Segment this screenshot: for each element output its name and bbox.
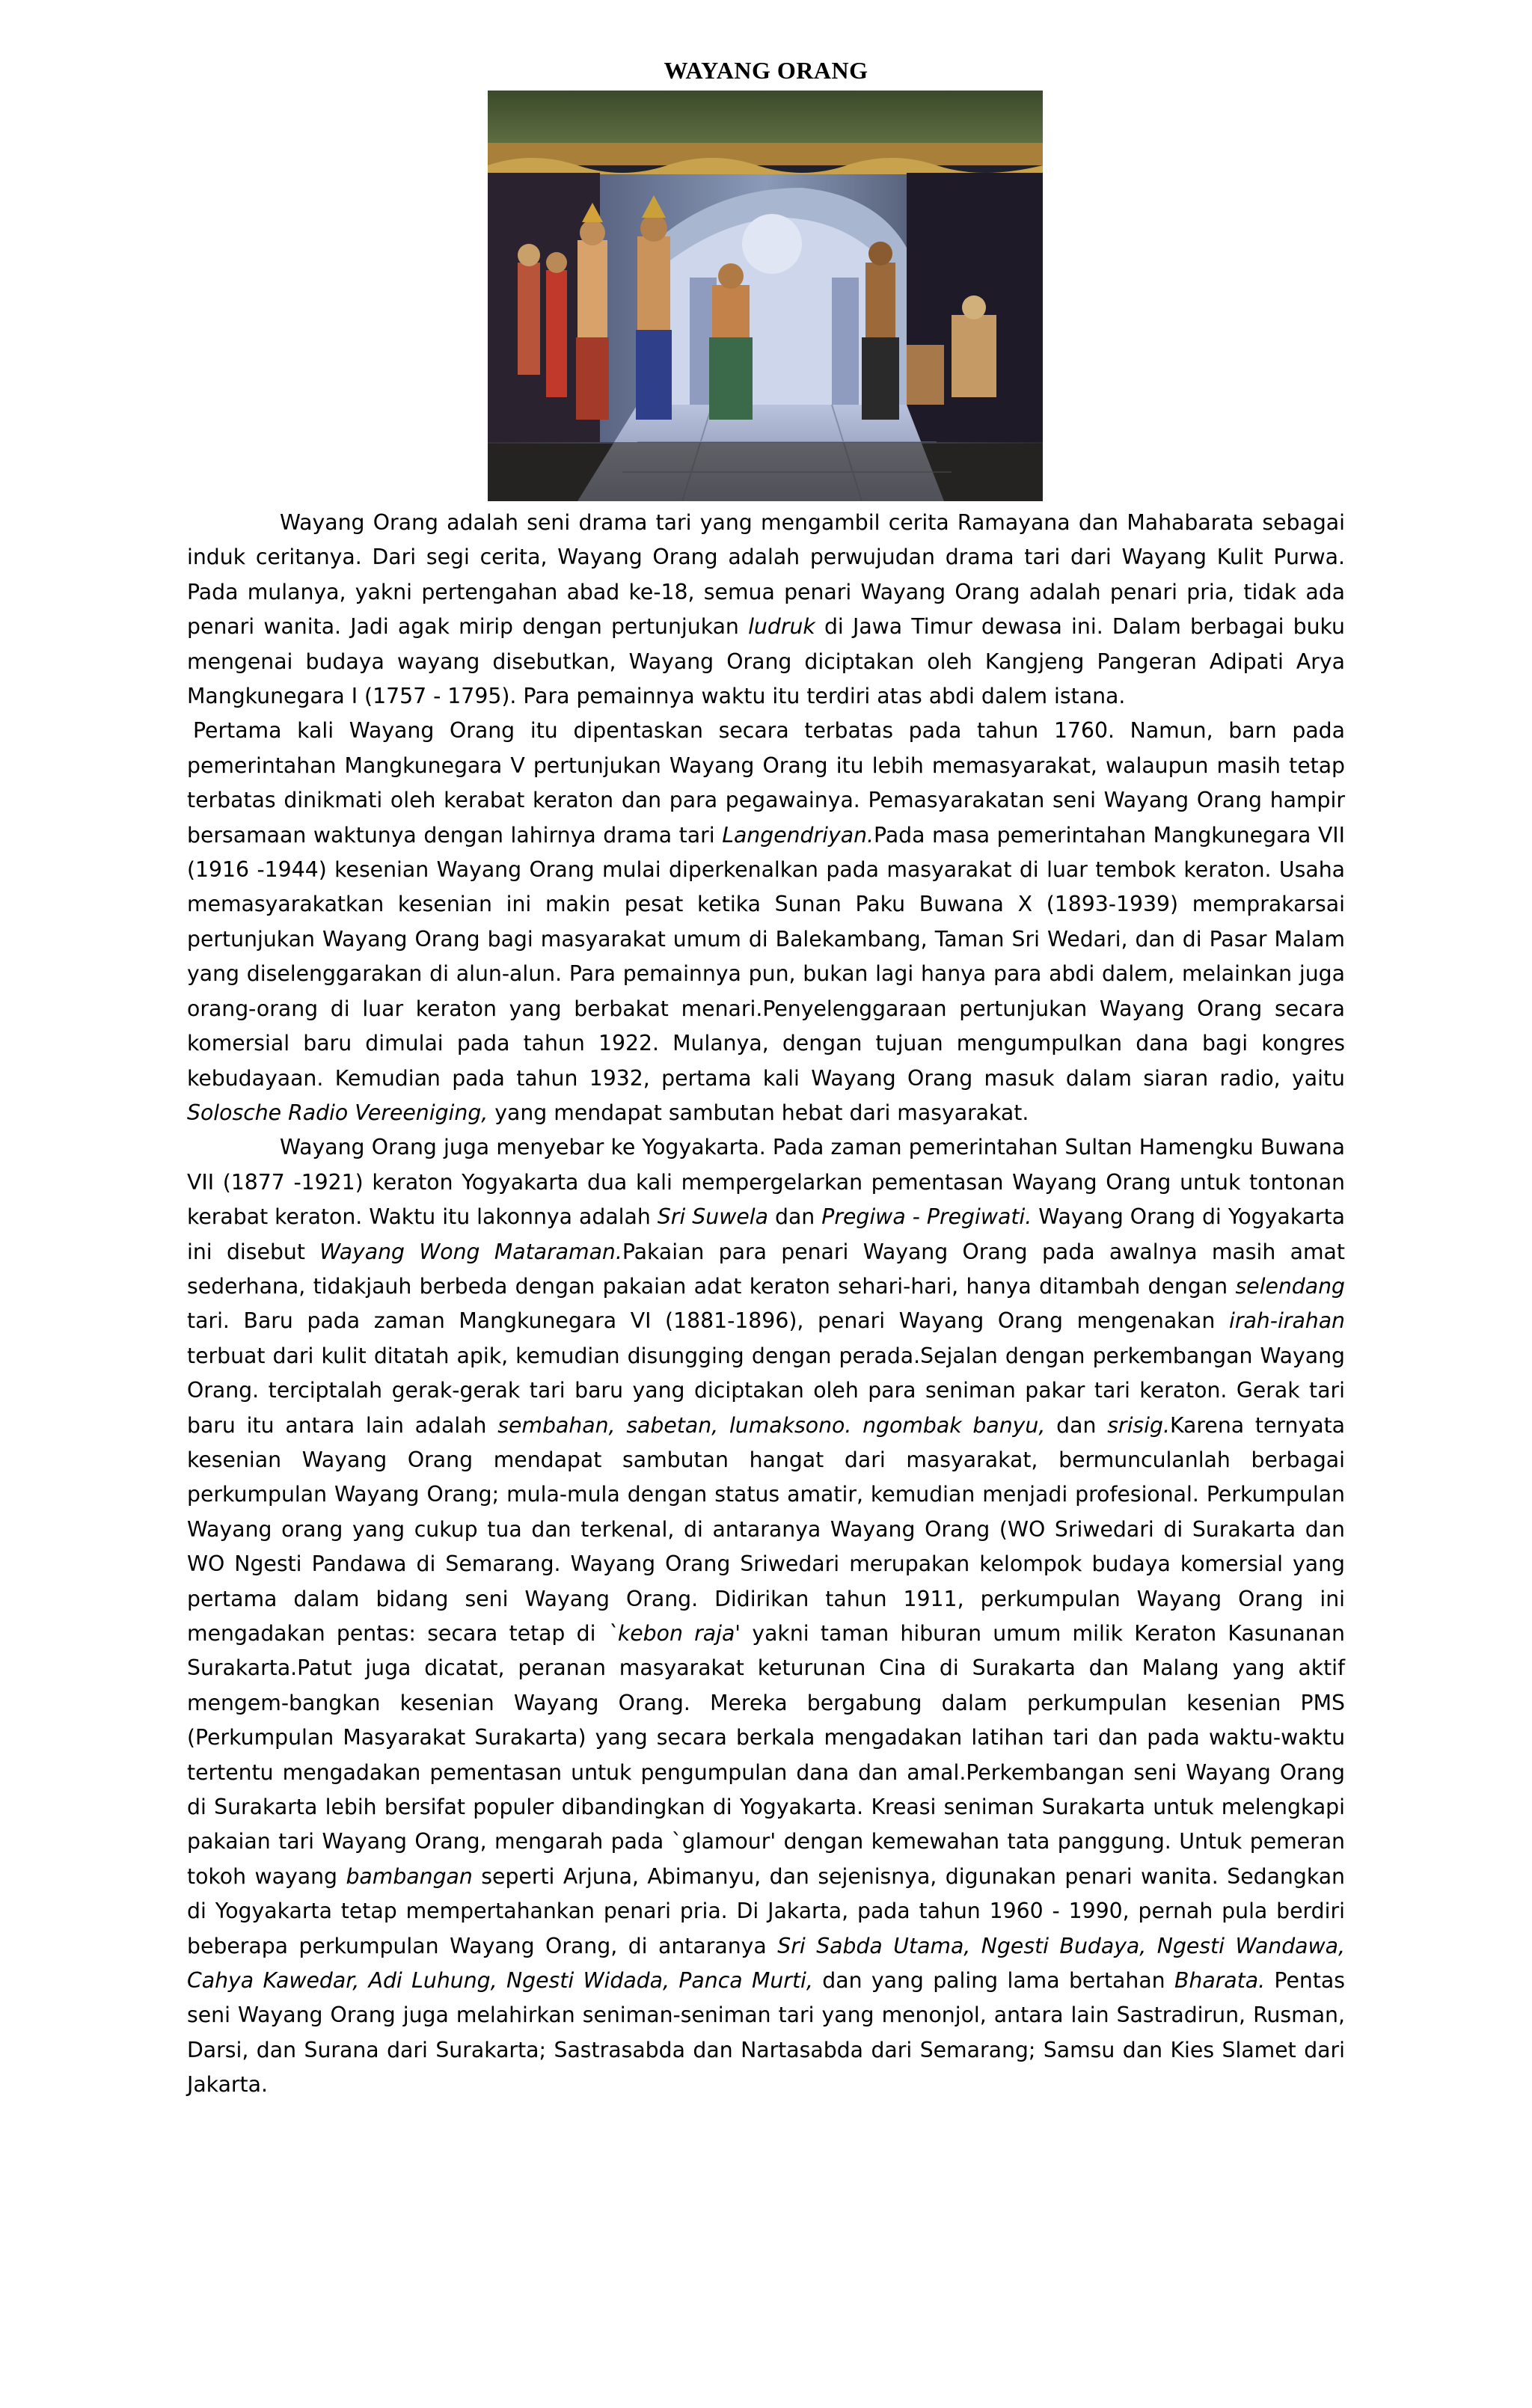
italic-term: Bharata. xyxy=(1174,1968,1266,1994)
text-run: yang mendapat sambutan hebat dari masyarakat. xyxy=(488,1100,1029,1125)
italic-term: Langendriyan. xyxy=(722,822,874,848)
text-run: Pakaian para penari Wayang Orang pada awalnya masih amat sederhana, tidakjauh berbeda dengan pakaian adat keraton sehari-hari, hanya ditambah dengan xyxy=(187,1239,1345,1299)
italic-term: bambangan xyxy=(346,1863,473,1889)
text-run: Karena ternyata kesenian Wayang Orang mendapat sambutan hangat dari masyarakat, bermunculanlah berbagai perkumpulan Wayang Orang; mula-mula dengan status amatir, kemudian menjadi profesional. Perkumpulan Wayang orang yang cukup tua dan terkenal, di antaranya Wayang Orang (WO Sriwedari di Surakarta dan WO Ngesti Pandawa di Semarang. Wayang Orang Sriwedari merupakan kelompok budaya komersial yang pertama dalam bidang seni Wayang Orang. Didirikan tahun 1911, perkumpulan Wayang Orang ini mengadakan pentas: secara tetap di xyxy=(187,1412,1346,1646)
text-run: Wayang Orang adalah seni drama tari yang mengambil cerita Ramayana dan Mahabarata sebagai induk ceritanya. Dari segi cerita, Wayang Orang adalah perwujudan drama tari dari Wayang Kulit Purwa. Pada mulanya, yakni pertengahan abad ke-18, semua penari Wayang Orang adalah penari pria, tidak ada penari wanita. Jadi agak mirip dengan pertunjukan xyxy=(187,510,1345,640)
italic-term: irah-irahan xyxy=(1228,1308,1345,1334)
text-run: tari. Baru pada zaman Mangkunegara VI (1881-1896), penari Wayang Orang mengenakan xyxy=(187,1308,1229,1334)
document-title: WAYANG ORANG xyxy=(664,57,868,84)
text-run: Wayang Orang juga menyebar ke Yogyakarta. Pada zaman pemerintahan Sultan Hamengku Buwana VII (1877 -1921) keraton Yogyakarta dua kali mempergelarkan pementasan Wayang Orang untuk tontonan kerabat keraton. Waktu itu lakonnya adalah xyxy=(187,1135,1345,1230)
italic-term: srisig. xyxy=(1107,1412,1170,1438)
text-run: terbuat dari kulit ditatah apik, kemudian disungging dengan perada.Sejalan dengan perkembangan Wayang Orang. terciptalah gerak-gerak tari baru yang diciptakan oleh para seniman pakar tari keraton. Gerak tari baru itu antara lain adalah xyxy=(187,1343,1345,1438)
text-run: di Jawa Timur dewasa ini. Dalam berbagai buku mengenai budaya wayang disebutkan, Wayang Orang diciptakan oleh Kangjeng Pangeran Adipati Arya Mangkunegara I (1757 - 1795). Para pemainnya waktu itu terdiri atas abdi dalem istana. xyxy=(187,614,1345,709)
italic-term: Wayang Wong Mataraman. xyxy=(319,1239,622,1264)
italic-term: Sri Suwela xyxy=(657,1204,768,1230)
article-body xyxy=(187,506,1345,2103)
italic-term: ludruk xyxy=(748,614,815,640)
text-run: seperti Arjuna, Abimanyu, dan sejenisnya, digunakan penari wanita. Sedangkan di Yogyakarta tetap mempertahankan penari pria. Di Jakarta, pada tahun 1960 - 1990, pernah pula berdiri beberapa perkumpulan Wayang Orang, di antaranya xyxy=(187,1863,1345,1958)
italic-term: selendang xyxy=(1235,1273,1345,1299)
text-run: Pertama kali Wayang Orang itu dipentaskan secara terbatas pada tahun 1760. Namun, barn pada pemerintahan Mangkunegara V pertunjukan Wayang Orang itu lebih memasyarakat, walaupun masih tetap terbatas dinikmati oleh kerabat keraton dan para pegawainya. Pemasyarakatan seni Wayang Orang hampir bersamaan waktunya dengan lahirnya drama tari xyxy=(187,718,1345,848)
paragraph-2 xyxy=(187,714,1345,1130)
paragraph-3 xyxy=(187,1130,1345,2102)
italic-term: Sri Sabda Utama, Ngesti Budaya, Ngesti Wandawa, Cahya Kawedar, Adi Luhung, Ngesti Widada, Panca Murti, xyxy=(187,1933,1345,1994)
wayang-orang-stage-photo xyxy=(488,91,1043,501)
paragraph-1 xyxy=(187,506,1345,714)
text-run: yakni taman hiburan umum milik Keraton Kasunanan Surakarta.Patut juga dicatat, peranan masyarakat keturunan Cina di Surakarta dan Malang yang aktif mengem-bangkan kesenian Wayang Orang. Mereka bergabung dalam perkumpulan kesenian PMS (Perkumpulan Masyarakat Surakarta) yang secara berkala mengadakan latihan tari dan pada waktu-waktu tertentu mengadakan pementasan untuk pengumpulan dana dan amal.Perkembangan seni Wayang Orang di Surakarta lebih bersifat populer dibandingkan di Yogyakarta. Kreasi seniman Surakarta untuk melengkapi pakaian tari Wayang Orang, mengarah pada `glamour' dengan kemewahan tata panggung. Untuk pemeran tokoh wayang xyxy=(187,1621,1345,1889)
italic-term: Pregiwa - Pregiwati. xyxy=(821,1204,1032,1230)
text-run: Pentas seni Wayang Orang juga melahirkan seniman-seniman tari yang menonjol, antara lain Sastradirun, Rusman, Darsi, dan Surana dari Surakarta; Sastrasabda dan Nartasabda dari Semarang; Samsu dan Kies Slamet dari Jakarta. xyxy=(187,1968,1345,2098)
text-run: dan yang paling lama bertahan xyxy=(812,1968,1174,1994)
text-run: Wayang Orang di Yogyakarta ini disebut xyxy=(187,1204,1346,1264)
italic-term: sembahan, sabetan, lumaksono. ngombak banyu, xyxy=(497,1412,1046,1438)
italic-term: Solosche Radio Vereeniging, xyxy=(187,1100,488,1125)
text-run: Pada masa pemerintahan Mangkunegara VII (1916 -1944) kesenian Wayang Orang mulai diperkenalkan pada masyarakat di luar tembok keraton. Usaha memasyarakatkan kesenian ini makin pesat ketika Sunan Paku Buwana X (1893-1939) memprakarsai pertunjukan Wayang Orang bagi masyarakat umum di Balekambang, Taman Sri Wedari, dan di Pasar Malam yang diselenggarakan di alun-alun. Para pemainnya pun, bukan lagi hanya para abdi dalem, melainkan juga orang-orang di luar keraton yang berbakat menari.Penyelenggaraan pertunjukan Wayang Orang secara komersial baru dimulai pada tahun 1922. Mulanya, dengan tujuan mengumpulkan dana bagi kongres kebudayaan. Kemudian pada tahun 1932, pertama kali Wayang Orang masuk dalam siaran radio, yaitu xyxy=(187,822,1346,1091)
text-run: dan xyxy=(1045,1412,1108,1438)
text-run: dan xyxy=(767,1204,822,1230)
italic-term: `kebon raja' xyxy=(607,1621,741,1646)
